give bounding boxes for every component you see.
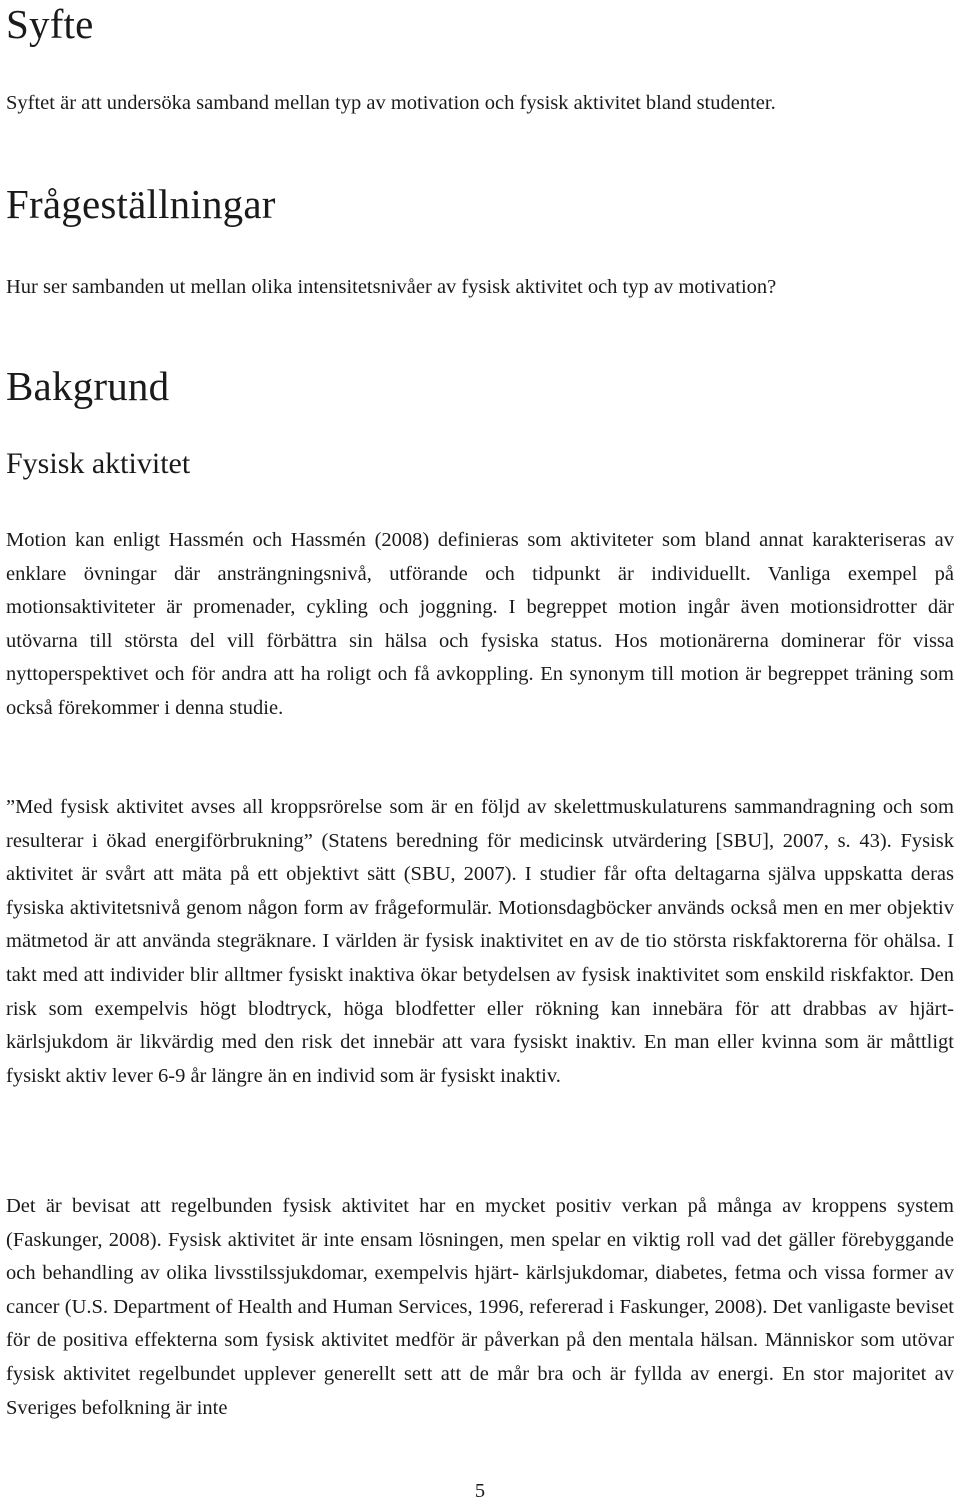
heading-bakgrund: Bakgrund bbox=[6, 363, 170, 409]
syfte-text: Syftet är att undersöka samband mellan typ av motivation och fysisk aktivitet bland studenter. bbox=[6, 92, 776, 114]
subheading-fysisk-aktivitet: Fysisk aktivitet bbox=[6, 447, 191, 480]
paragraph-regelbunden-aktivitet: Det är bevisat att regelbunden fysisk aktivitet har en mycket positiv verkan på många av kroppens system (Faskunger, 2008). Fysisk aktivitet är inte ensam lösningen, men spelar en viktig roll vad det gäller förebyggande och behandling av olika livsstilssjukdomar, exempelvis hjärt- kärlsjukdomar, diabetes, fetma och vissa former av cancer (U.S. Department of Health and Human Services, 1996, refererad i Faskunger, 2008). Det vanligaste beviset för de positiva effekterna som fysisk aktivitet medför är påverkan på den mentala hälsan. Människor som utövar fysisk aktivitet regelbundet upplever generellt sett att de mår bra och är fyllda av energi. En stor majoritet av Sveriges befolkning är inte bbox=[6, 1195, 954, 1419]
heading-syfte: Syfte bbox=[6, 1, 94, 47]
fragestallningar-text: Hur ser sambanden ut mellan olika intensitetsnivåer av fysisk aktivitet och typ av motivation? bbox=[6, 276, 777, 298]
paragraph-motion: Motion kan enligt Hassmén och Hassmén (2008) definieras som aktiviteter som bland annat karakteriseras av enklare övningar där ansträngningsnivå, utförande och tidpunkt är individuellt. Vanliga exempel på motionsaktiviteter är promenader, cykling och joggning. I begreppet motion ingår även motionsidrotter där utövarna till största del vill förbättra sin hälsa och fysiska status. Hos motionärerna dominerar för vissa nyttoperspektivet och för andra att ha roligt och få avkoppling. En synonym till motion är begreppet träning som också förekommer i denna studie. bbox=[6, 529, 954, 719]
paragraph-definition-fysisk-aktivitet: ”Med fysisk aktivitet avses all kroppsrörelse som är en följd av skelettmuskulaturens sammandragning och som resulterar i ökad energiförbrukning” (Statens beredning för medicinsk utvärdering [SBU], 2007, s. 43). Fysisk aktivitet är svårt att mäta på ett objektivt sätt (SBU, 2007). I studier får ofta deltagarna själva uppskatta deras fysiska aktivitetsnivå genom någon form av frågeformulär. Motionsdagböcker används också men en mer objektiv mätmetod är att använda stegräknare. I världen är fysisk inaktivitet en av de tio största riskfaktorerna för ohälsa. I takt med att individer blir alltmer fysiskt inaktiva ökar betydelsen av fysisk inaktivitet som enskild riskfaktor. Den risk som exempelvis högt blodtryck, höga blodfetter eller rökning kan innebära för att drabbas av hjärt- kärlsjukdom är likvärdig med den risk det innebär att vara fysiskt inaktiv. En man eller kvinna som är måttligt fysiskt aktiv lever 6-9 år längre än en individ som är fysiskt inaktiv. bbox=[6, 796, 954, 1087]
heading-fragestallningar: Frågeställningar bbox=[6, 181, 276, 227]
page-number: 5 bbox=[474, 1480, 486, 1502]
